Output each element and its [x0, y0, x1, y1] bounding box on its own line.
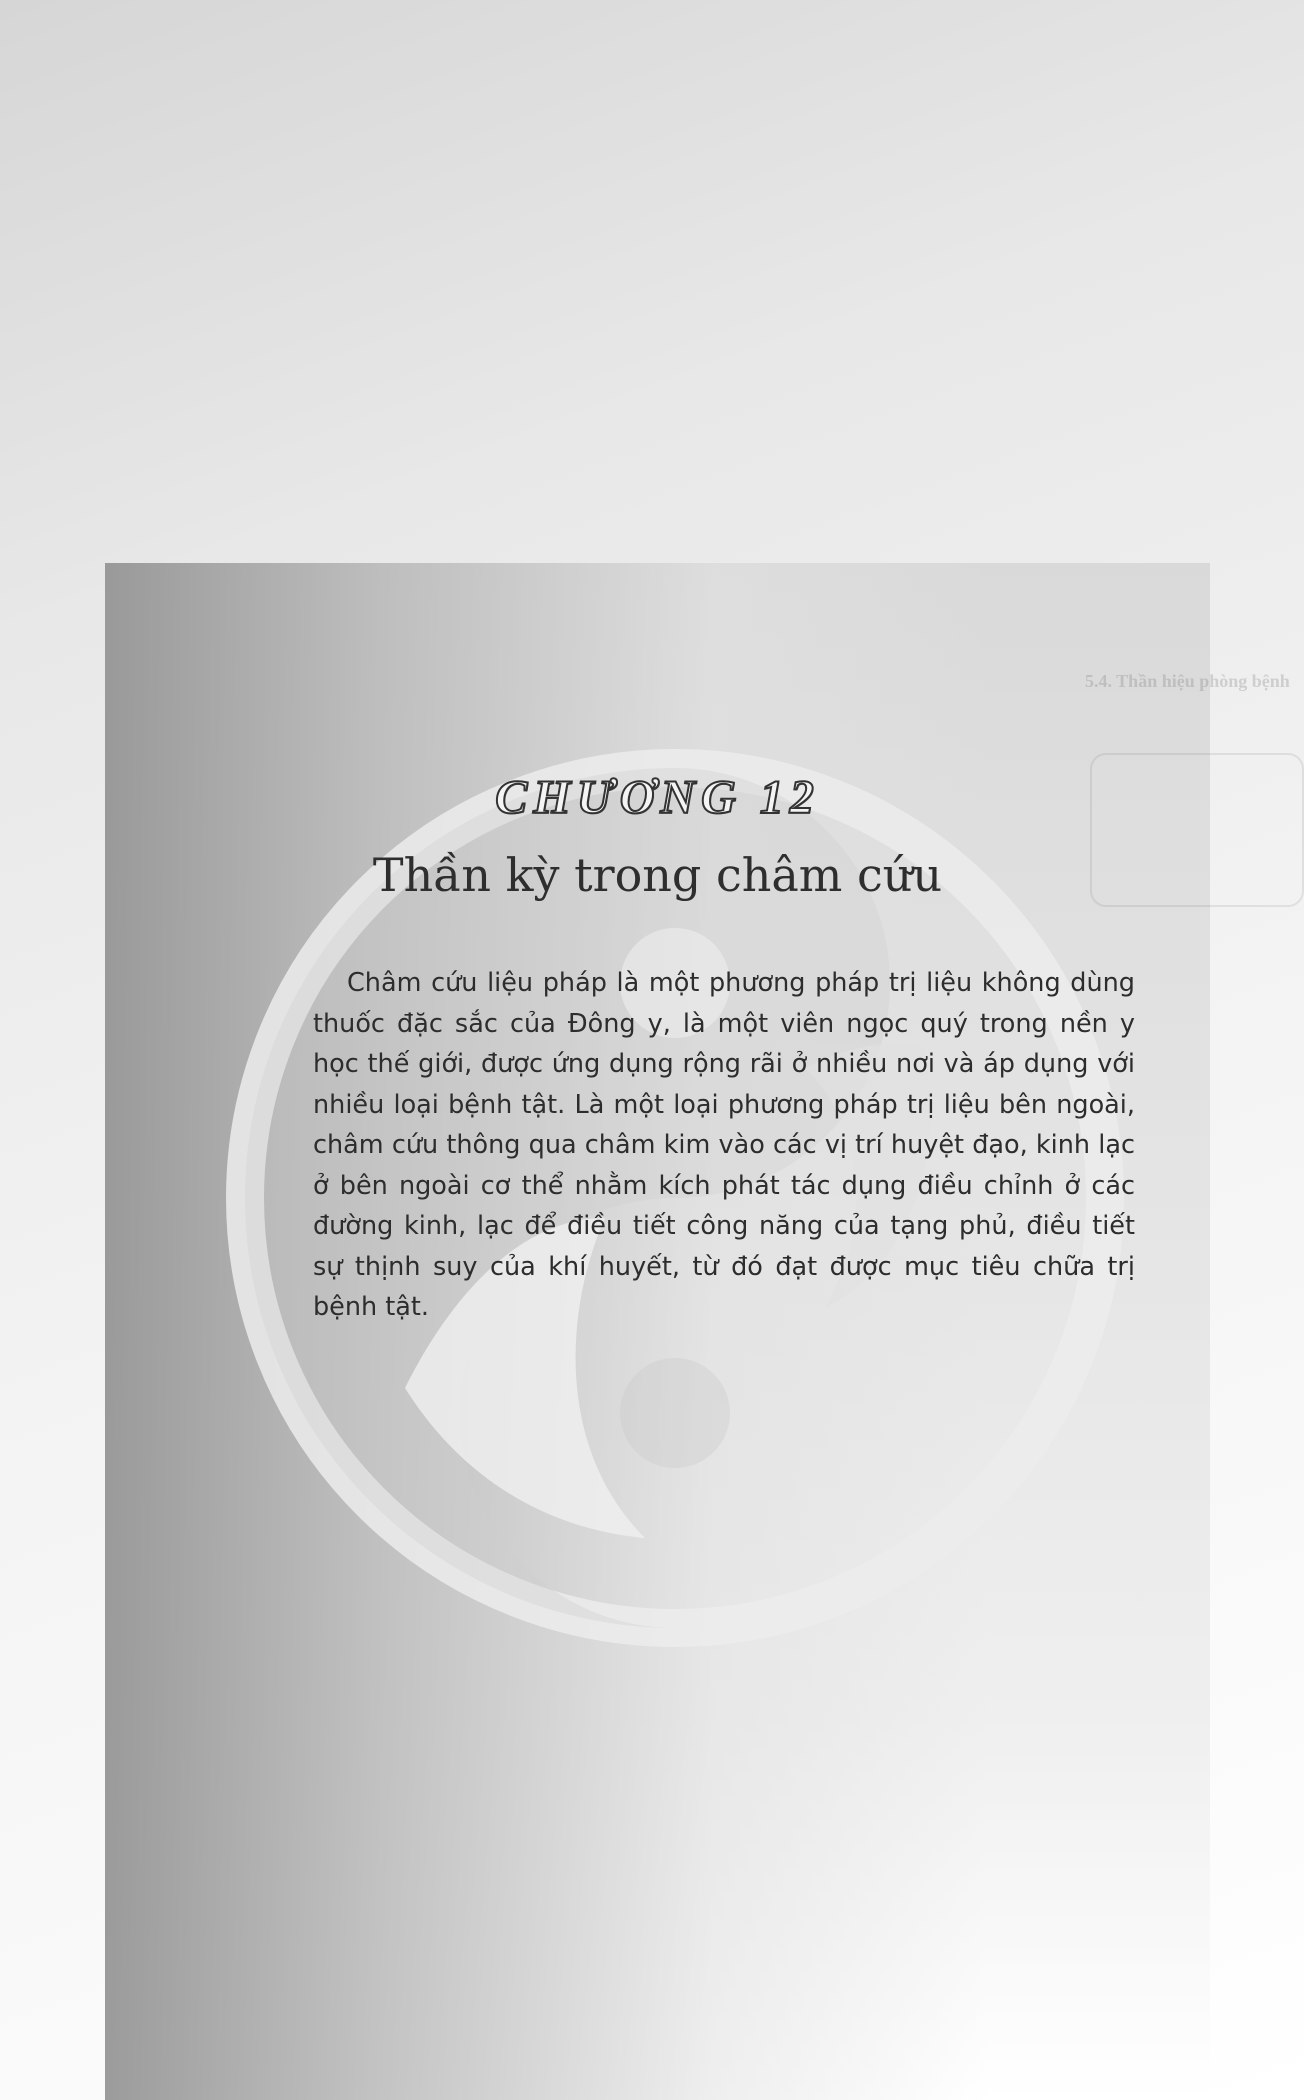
chapter-intro-paragraph: Châm cứu liệu pháp là một phương pháp trị liệu không dùng thuốc đặc sắc của Đông y, là một viên ngọc quý trong nền y học thế giới, được ứng dụng rộng rãi ở nhiều nơi và áp dụng với nhiều loại bệnh tật. Là một loại phương pháp trị liệu bên ngoài, châm cứu thông qua châm kim vào các vị trí huyệt đạo, kinh lạc ở bên ngoài cơ thể nhằm kích phát tác dụng điều chỉnh ở các đường kinh, lạc để điều tiết công năng của tạng phủ, điều tiết sự thịnh suy của khí huyết, từ đó đạt được mục tiêu chữa trị bệnh tật.	[313, 968, 1135, 1322]
chapter-number: CHƯƠNG 12	[495, 771, 820, 824]
chapter-opening-panel	[105, 563, 1290, 2100]
chapter-title: Thần kỳ trong châm cứu	[372, 848, 943, 902]
bleed-through-heading: 5.4. Thần hiệu phòng bệnh	[1085, 671, 1290, 691]
